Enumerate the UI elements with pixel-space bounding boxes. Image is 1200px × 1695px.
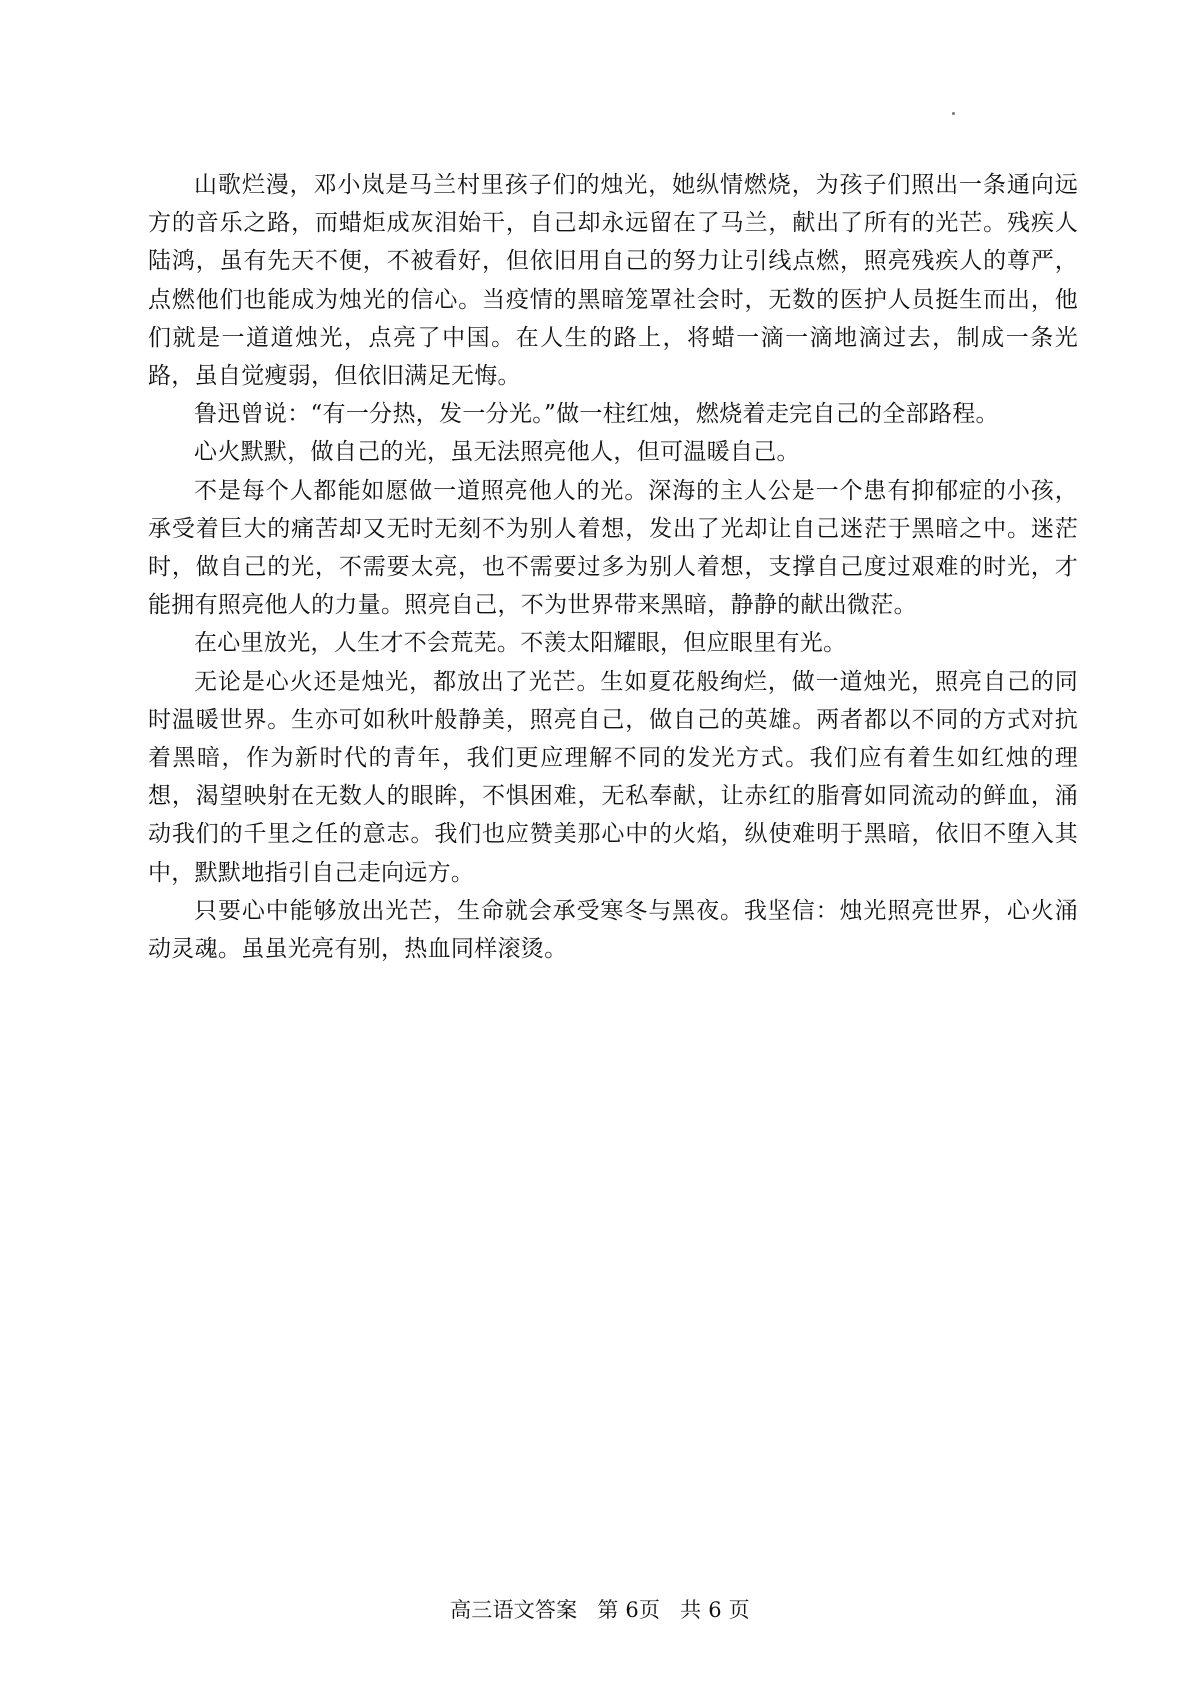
footer-page-total: 共 6 页 [680,1598,750,1622]
essay-paragraph-5: 在心里放光，人生才不会荒芜。不羡太阳耀眼，但应眼里有光。 [194,630,847,657]
essay-paragraph-4: 不是每个人都能如愿做一道照亮他人的光。深海的主人公是一个患有抑郁症的小孩，承受着巨大的痛苦却又无时无刻不为别人着想，发出了光却让自己迷茫于黑暗之中。迷茫时，做自己的光，不需要太亮，也不需要过多为别人着想，支撑自己度过艰难的时光，才能拥有照亮他人的力量。照亮自己，不为世界带来黑暗，静静的献出微茫。 [148,477,1078,619]
footer-subject: 高三语文答案 [450,1598,578,1622]
essay-paragraph-6: 无论是心火还是烛光，都放出了光芒。生如夏花般绚烂，做一道烛光，照亮自己的同时温暖世界。生亦可如秋叶般静美，照亮自己，做自己的英雄。两者都以不同的方式对抗着黑暗，作为新时代的青年，我们更应理解不同的发光方式。我们应有着生如红烛的理想，渴望映射在无数人的眼眸，不惧困难，无私奉献，让赤红的脂膏如同流动的鲜血，涌动我们的千里之任的意志。我们也应赞美那心中的火焰，纵使难明于黑暗，依旧不堕入其中，默默地指引自己走向远方。 [148,668,1078,886]
essay-paragraph-7: 只要心中能够放出光芒，生命就会承受寒冬与黑夜。我坚信：烛光照亮世界，心火涌动灵魂。虽虽光亮有别，热血同样滚烫。 [148,897,1078,963]
page-footer [0,1596,1200,1624]
essay-body [148,166,1078,968]
essay-paragraph-1: 山歌烂漫，邓小岚是马兰村里孩子们的烛光，她纵情燃烧，为孩子们照出一条通向远方的音乐之路，而蜡炬成灰泪始干，自己却永远留在了马兰，献出了所有的光芒。残疾人陆鸿，虽有先天不便，不被看好，但依旧用自己的努力让引线点燃，照亮残疾人的尊严，点燃他们也能成为烛光的信心。当疫情的黑暗笼罩社会时，无数的医护人员挺生而出，他们就是一道道烛光，点亮了中国。在人生的路上，将蜡一滴一滴地滴过去，制成一条光路，虽自觉瘦弱，但依旧满足无悔。 [148,172,1078,390]
essay-paragraph-3: 心火默默，做自己的光，虽无法照亮他人，但可温暖自己。 [194,439,800,466]
essay-paragraph-2: 鲁迅曾说：“有一分热，发一分光。”做一柱红烛，燃烧着走完自己的全部路程。 [194,401,999,428]
footer-page-current: 第 6页 [597,1598,661,1622]
scan-dot-mark [952,112,955,115]
